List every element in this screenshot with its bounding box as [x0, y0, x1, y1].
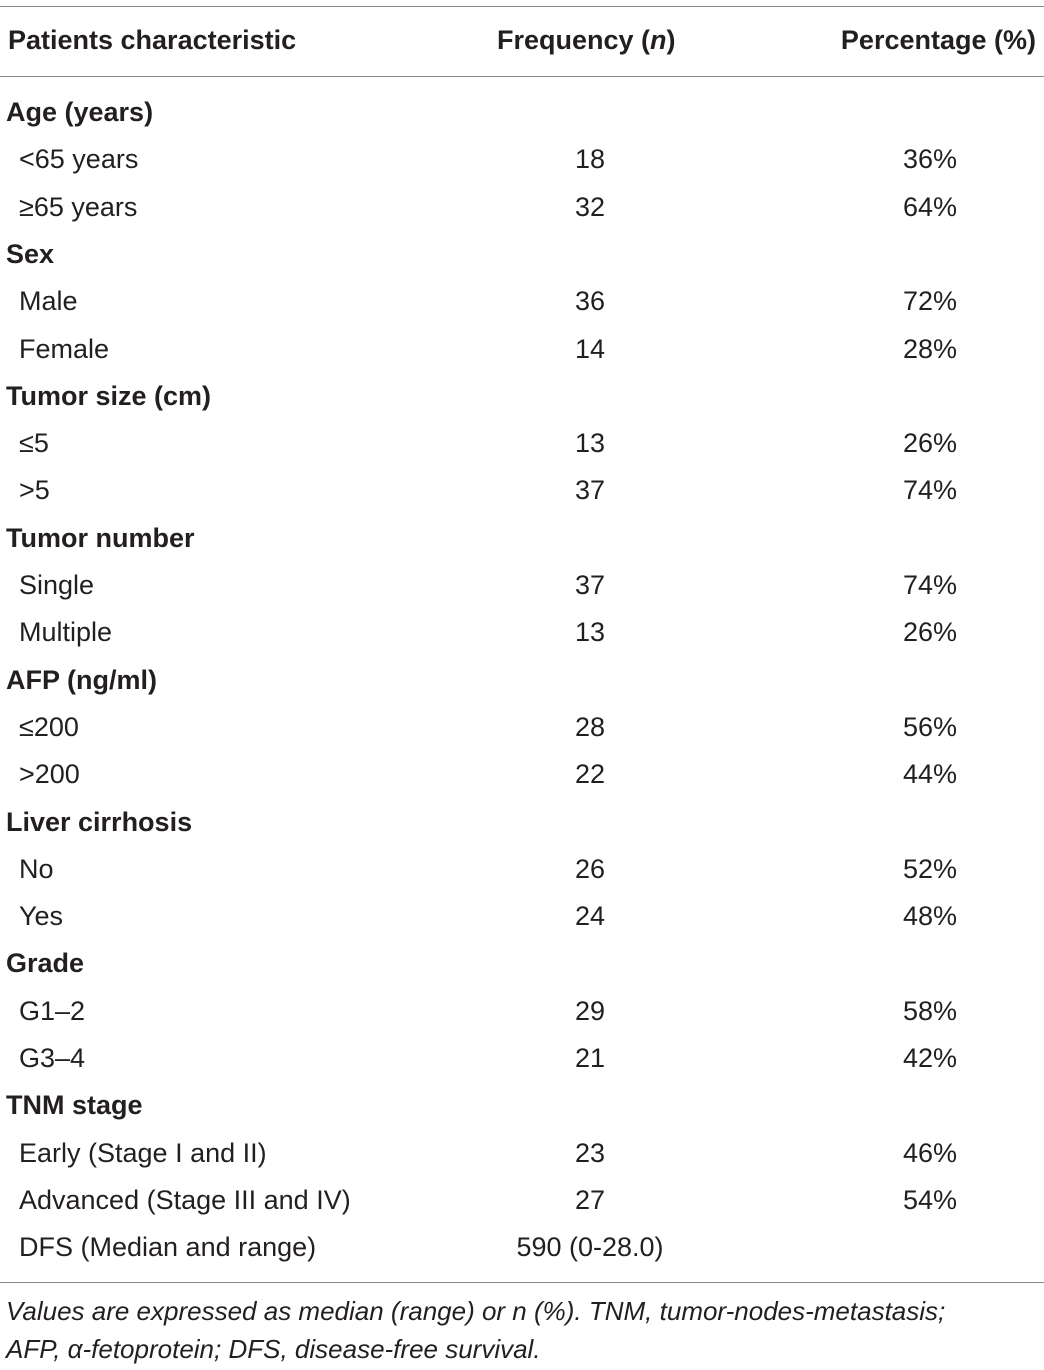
row-label: Multiple: [19, 617, 113, 648]
group-header-row: [0, 657, 1044, 704]
row-label: G3–4: [19, 1043, 86, 1073]
group-header-row: [0, 515, 1044, 562]
row-label: No: [19, 853, 54, 884]
frequency-cell: 22: [574, 759, 606, 790]
header-frequency: Frequency (n): [497, 25, 676, 55]
frequency-cell: 13: [574, 428, 606, 459]
row-label: <65 years: [19, 144, 139, 175]
frequency-cell: 26: [574, 853, 606, 884]
group-header-row: [0, 89, 1044, 136]
table-header: [0, 17, 1044, 65]
group-header-row: [0, 940, 1044, 987]
percentage-cell: 52%: [902, 853, 958, 884]
group-label: Tumor number: [6, 522, 195, 553]
row-label: Advanced (Stage III and IV): [19, 1184, 351, 1215]
row-label: >200: [19, 759, 80, 790]
table-row: [0, 136, 1044, 183]
group-label: Age (years): [6, 97, 154, 127]
table-row: [0, 846, 1044, 893]
percentage-cell: 74%: [902, 570, 958, 600]
frequency-cell: 24: [574, 901, 606, 932]
group-label: Liver cirrhosis: [6, 806, 193, 837]
table-row: [0, 326, 1044, 373]
row-label: ≥65 years: [19, 191, 138, 222]
bottom-rule: [0, 1282, 1044, 1283]
row-label: Female: [19, 333, 110, 364]
frequency-cell: 590 (0-28.0): [516, 1232, 664, 1263]
percentage-cell: 58%: [902, 995, 958, 1026]
table-row: [0, 467, 1044, 514]
top-rule: [0, 6, 1044, 7]
frequency-cell: 37: [574, 475, 606, 506]
frequency-cell: 37: [574, 570, 606, 600]
table-row: [0, 893, 1044, 940]
table-row: [0, 184, 1044, 231]
percentage-cell: 72%: [902, 286, 958, 317]
footnote-line-1: Values are expressed as median (range) or n (%). TNM, tumor-nodes-metastasis;: [6, 1296, 946, 1326]
group-label: Sex: [6, 238, 55, 269]
table-row: [0, 1035, 1044, 1082]
frequency-cell: 13: [574, 617, 606, 648]
group-header-row: [0, 1082, 1044, 1129]
percentage-cell: 36%: [902, 144, 958, 175]
group-label: TNM stage: [6, 1090, 143, 1121]
row-label: DFS (Median and range): [19, 1232, 317, 1263]
group-label: Tumor size (cm): [6, 380, 212, 411]
percentage-cell: 64%: [902, 191, 958, 222]
row-label: Yes: [19, 901, 64, 932]
percentage-cell: 44%: [902, 759, 958, 790]
table-row: [0, 562, 1044, 609]
group-header-row: [0, 231, 1044, 278]
group-header-row: [0, 799, 1044, 846]
row-label: ≤200: [19, 711, 79, 742]
frequency-cell: 14: [574, 333, 606, 364]
percentage-cell: 56%: [902, 711, 958, 742]
table-row: [0, 704, 1044, 751]
group-label: AFP (ng/ml): [6, 664, 157, 695]
table-row: [0, 1130, 1044, 1177]
table-row: [0, 420, 1044, 467]
header-percentage: Percentage (%): [840, 25, 1036, 55]
frequency-cell: 32: [574, 191, 606, 222]
frequency-cell: 18: [574, 144, 606, 175]
frequency-cell: 29: [574, 995, 606, 1026]
row-label: Male: [19, 286, 78, 317]
row-label: G1–2: [19, 995, 86, 1026]
percentage-cell: 26%: [902, 617, 958, 648]
percentage-cell: 42%: [902, 1043, 958, 1073]
table-row: [0, 1224, 1044, 1271]
group-header-row: [0, 373, 1044, 420]
table-row: [0, 1177, 1044, 1224]
group-label: Grade: [6, 948, 85, 979]
frequency-cell: 36: [574, 286, 606, 317]
percentage-cell: 26%: [902, 428, 958, 459]
table-row: [0, 278, 1044, 325]
percentage-cell: 54%: [902, 1184, 958, 1215]
frequency-cell: 28: [574, 711, 606, 742]
percentage-cell: 46%: [902, 1137, 958, 1168]
frequency-cell: 23: [574, 1137, 606, 1168]
frequency-cell: 21: [574, 1043, 606, 1073]
row-label: ≤5: [19, 428, 49, 459]
row-label: Single: [19, 570, 95, 600]
frequency-cell: 27: [574, 1184, 606, 1215]
row-label: >5: [19, 475, 50, 506]
percentage-cell: 74%: [902, 475, 958, 506]
table-row: [0, 988, 1044, 1035]
table-footnote: [6, 1292, 1040, 1368]
table-row: [0, 609, 1044, 656]
row-label: Early (Stage I and II): [19, 1137, 267, 1168]
percentage-cell: 48%: [902, 901, 958, 932]
percentage-cell: 28%: [902, 333, 958, 364]
header-rule: [0, 76, 1044, 77]
header-patients-characteristic: Patients characteristic: [8, 25, 297, 55]
footnote-line-2: AFP, α-fetoprotein; DFS, disease-free survival.: [6, 1334, 541, 1364]
table-row: [0, 751, 1044, 798]
